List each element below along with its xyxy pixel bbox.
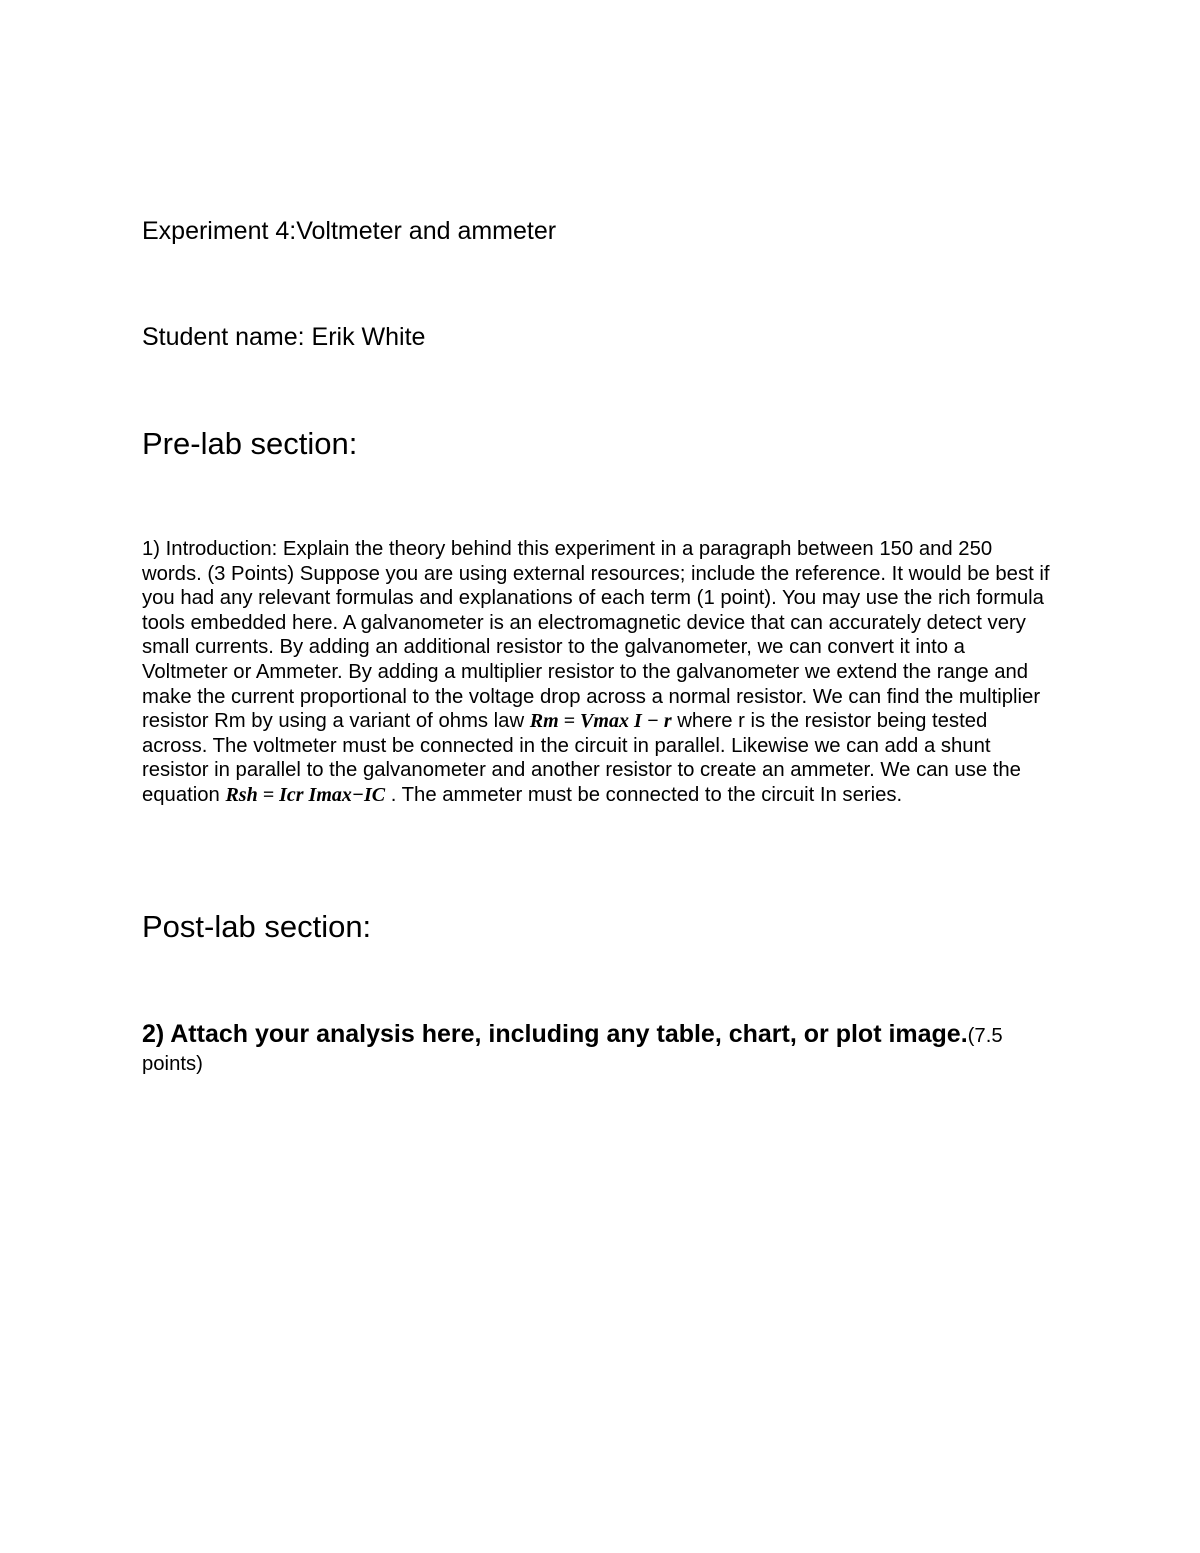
analysis-points: (7.5 points) <box>142 1025 1003 1075</box>
analysis-prompt-block <box>142 1020 1022 1078</box>
intro-text-part-1: 1) Introduction: Explain the theory behind this experiment in a paragraph between 150 and 250 words. (3 Points) Suppose you are using external resources; include the reference. It would be best if you had any relevant formulas and explanations of each term (1 point). You may use the rich formula tools embedded here. A galvanometer is an electromagnetic device that can accurately detect very small currents. By adding an additional resistor to the galvanometer, we can convert it into a Voltmeter or Ammeter. By adding a multiplier resistor to the galvanometer we extend the range and make the current proportional to the voltage drop across a normal resistor. We can find the multiplier resistor Rm by using a variant of ohms law <box>142 538 1050 733</box>
analysis-prompt: 2) Attach your analysis here, including any table, chart, or plot image. <box>142 1020 968 1048</box>
introduction-paragraph <box>142 537 1052 808</box>
intro-text-part-3: . The ammeter must be connected to the circuit In series. <box>385 783 903 806</box>
document-title: Experiment 4:Voltmeter and ammeter <box>142 217 557 245</box>
postlab-heading: Post-lab section: <box>142 909 372 944</box>
intro-text-part-2: where r is the resistor being tested across. The voltmeter must be connected in the circuit in parallel. Likewise we can add a shunt resistor in parallel to the galvanometer and another resistor to create an ammeter. We can use the equation <box>142 710 1021 806</box>
prelab-heading: Pre-lab section: <box>142 426 358 461</box>
student-name: Student name: Erik White <box>142 323 426 351</box>
multiplier-resistor-formula: Rm = Vmax I − r <box>529 710 672 733</box>
shunt-resistor-formula: Rsh = Icr Imax−IC <box>225 783 386 806</box>
